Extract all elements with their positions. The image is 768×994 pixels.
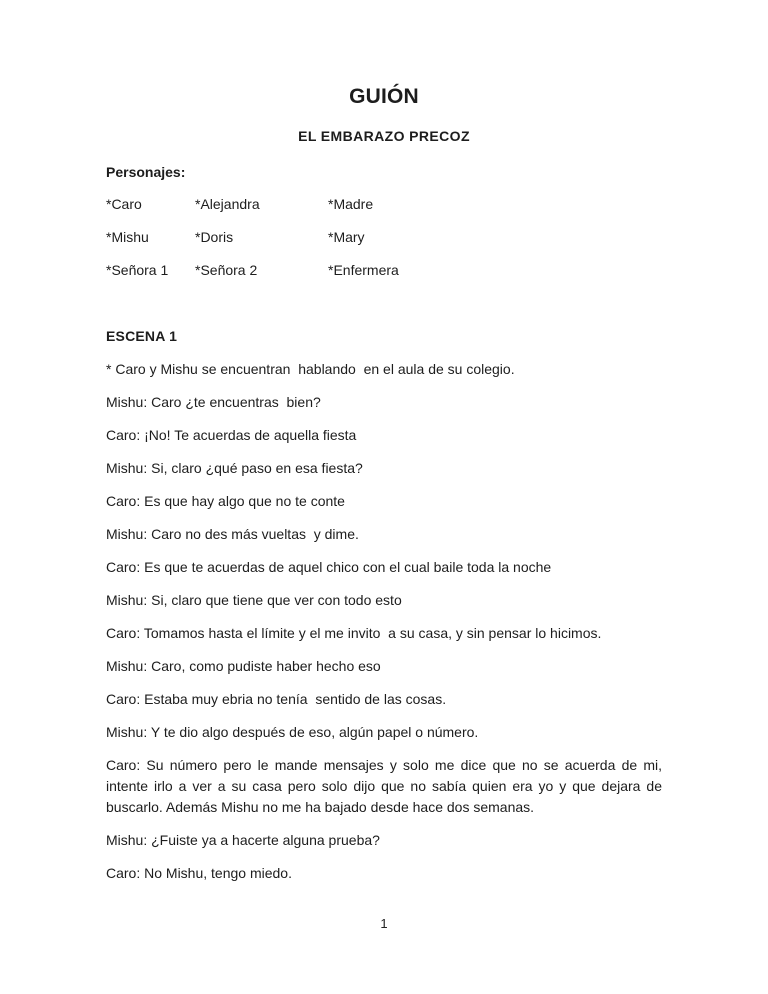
script-line: Mishu: Caro no des más vueltas y dime. <box>106 526 359 542</box>
script-line: Caro: Tomamos hasta el límite y el me invito a su casa, y sin pensar lo hicimos. <box>106 625 602 641</box>
script-line: Caro: No Mishu, tengo miedo. <box>106 865 292 881</box>
character-name: *Doris <box>195 229 234 245</box>
script-line: Caro: Su número pero le mande mensajes y solo me dice que no se acuerda de mi, intente irlo a ver a su casa pero solo dijo que no sabía quien era yo y que dejara de buscarlo. Además Mishu no me ha bajado desde hace dos semanas. <box>106 757 662 815</box>
script-line: Caro: Es que hay algo que no te conte <box>106 493 345 509</box>
scene-heading: ESCENA 1 <box>106 328 178 344</box>
scene-direction: * Caro y Mishu se encuentran hablando en el aula de su colegio. <box>106 361 515 377</box>
script-line: Mishu: Y te dio algo después de eso, algún papel o número. <box>106 724 479 740</box>
script-line: Caro: Es que te acuerdas de aquel chico con el cual baile toda la noche <box>106 559 552 575</box>
page-title: GUIÓN <box>349 85 419 108</box>
script-line: Mishu: ¿Fuiste ya a hacerte alguna prueba? <box>106 832 380 848</box>
character-name: *Señora 1 <box>106 262 169 278</box>
script-line: Caro: Estaba muy ebria no tenía sentido de las cosas. <box>106 691 447 707</box>
character-name: *Alejandra <box>195 196 260 212</box>
script-line: Mishu: Caro ¿te encuentras bien? <box>106 394 321 410</box>
character-name: *Mishu <box>106 229 149 245</box>
document-subtitle: EL EMBARAZO PRECOZ <box>298 128 470 144</box>
characters-heading: Personajes: <box>106 164 186 180</box>
character-name: *Señora 2 <box>195 262 258 278</box>
character-name: *Enfermera <box>328 262 399 278</box>
character-name: *Caro <box>106 196 142 212</box>
script-line: Mishu: Si, claro ¿qué paso en esa fiesta? <box>106 460 363 476</box>
characters-list <box>106 194 662 293</box>
page-number: 1 <box>380 916 388 931</box>
script-line: Mishu: Si, claro que tiene que ver con todo esto <box>106 592 402 608</box>
character-name: *Madre <box>328 196 374 212</box>
character-name: *Mary <box>328 229 365 245</box>
script-line: Mishu: Caro, como pudiste haber hecho eso <box>106 658 381 674</box>
script-line: Caro: ¡No! Te acuerdas de aquella fiesta <box>106 427 357 443</box>
